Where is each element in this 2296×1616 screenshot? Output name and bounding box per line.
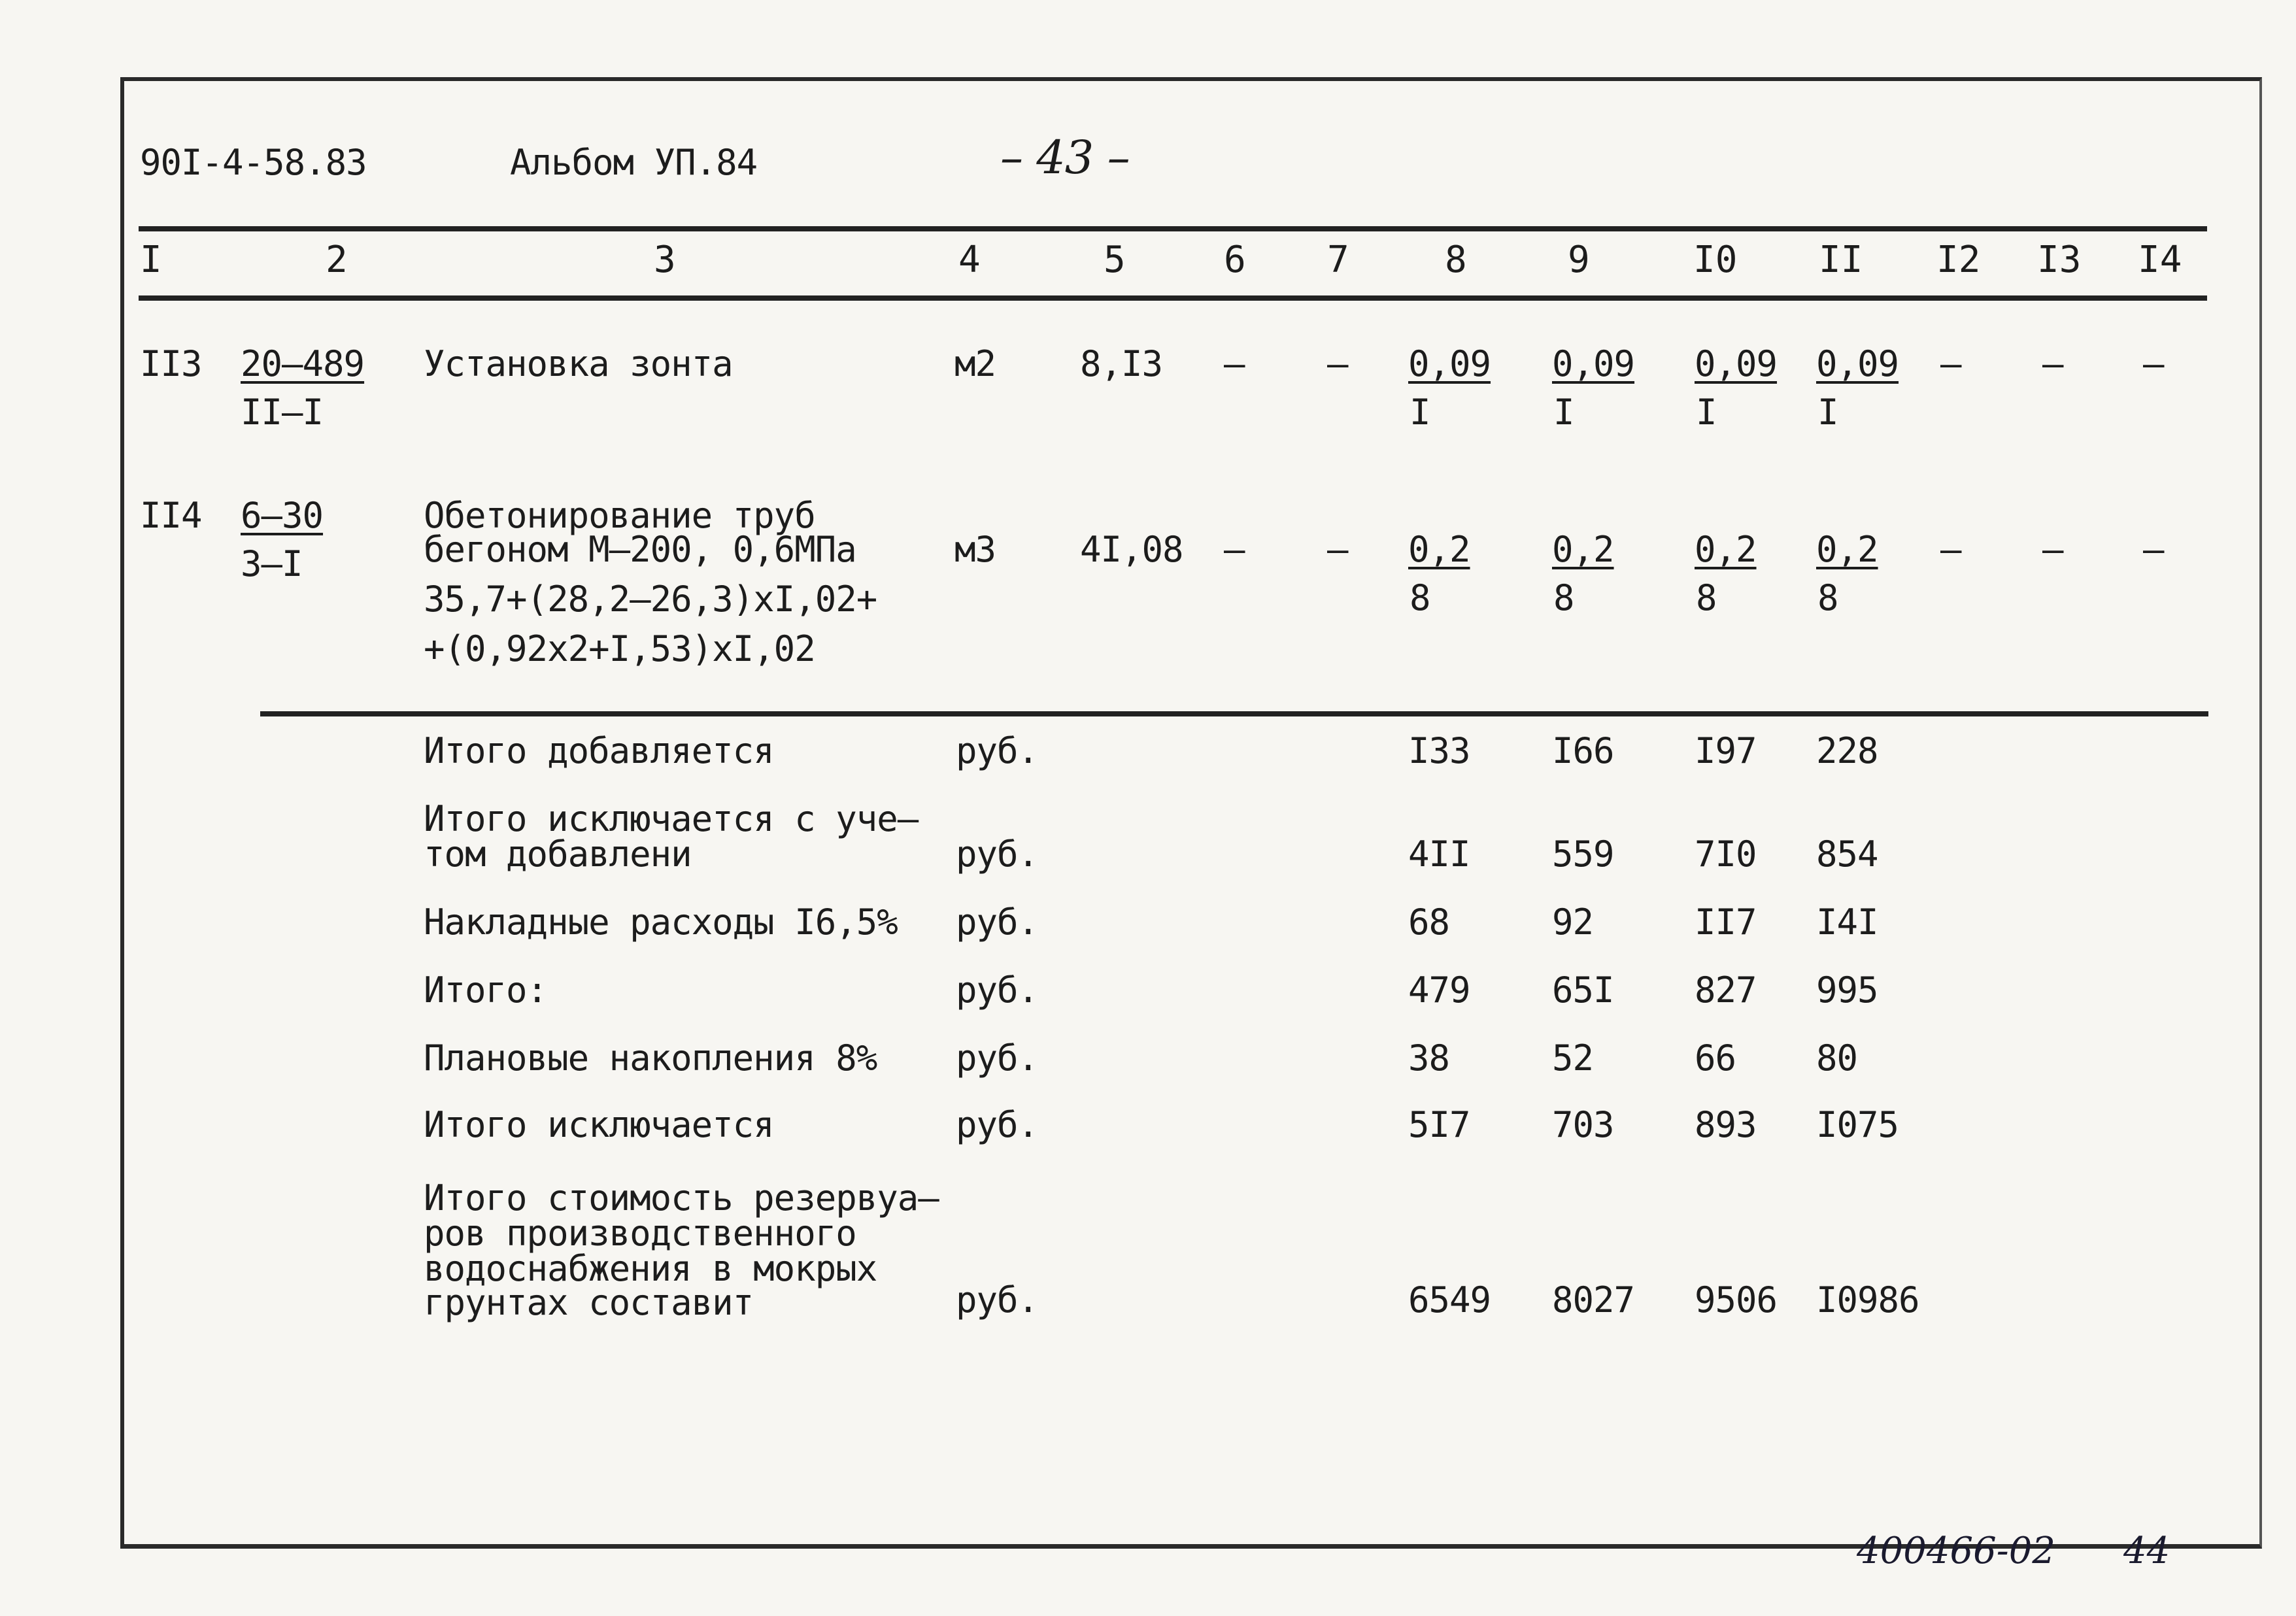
row-name: Установка зонта: [424, 343, 733, 384]
col-header-8: 8: [1445, 239, 1467, 281]
total-col10: 9506: [1695, 1279, 1778, 1321]
total-col10: I97: [1695, 730, 1757, 771]
totals-separator: [260, 711, 2208, 716]
total-col8: 6549: [1408, 1279, 1491, 1321]
col-header-14: I4: [2138, 239, 2182, 281]
col-header-9: 9: [1568, 239, 1590, 281]
total-col8: 4II: [1408, 833, 1470, 875]
row-col8-bottom: I: [1410, 392, 1430, 433]
row-number: II4: [140, 495, 202, 536]
total-unit: руб.: [956, 901, 1039, 943]
total-label-line-2: том добавлени: [424, 833, 692, 875]
row-col9-top: 0,2: [1552, 529, 1614, 570]
row-number: II3: [140, 343, 202, 384]
col-header-3: 3: [654, 239, 676, 281]
row-col12: –: [1940, 529, 1961, 570]
total-col11: I4I: [1816, 901, 1878, 943]
total-col11: I075: [1816, 1104, 1899, 1145]
total-label: Итого добавляется: [424, 730, 774, 771]
row-col6: –: [1224, 529, 1245, 570]
total-col10: II7: [1695, 901, 1757, 943]
total-col9: 703: [1552, 1104, 1614, 1145]
total-col8: 479: [1408, 969, 1470, 1011]
total-col10: 893: [1695, 1104, 1757, 1145]
col-header-2: 2: [326, 239, 348, 281]
total-col9: 559: [1552, 833, 1614, 875]
row-col13: –: [2042, 529, 2063, 570]
row-col11-top: 0,2: [1816, 529, 1878, 570]
table-top-rule: [139, 226, 2207, 231]
total-col11: 995: [1816, 969, 1878, 1011]
total-col11: 228: [1816, 730, 1878, 771]
row-col11-top: 0,09: [1816, 343, 1899, 384]
total-label: Накладные расходы I6,5%: [424, 901, 898, 943]
total-label-line-1: Итого исключается с уче–: [424, 798, 919, 839]
total-col9: 92: [1552, 901, 1594, 943]
row-col9-bottom: 8: [1553, 577, 1574, 618]
total-col10: 827: [1695, 969, 1757, 1011]
row-col8-top: 0,09: [1408, 343, 1491, 384]
total-label-line-1: Итого стоимость резервуа–: [424, 1177, 939, 1219]
total-label-line-4: грунтах составит: [424, 1282, 754, 1323]
total-unit: руб.: [956, 969, 1039, 1011]
total-label: Итого:: [424, 969, 548, 1011]
col-header-1: I: [140, 239, 162, 281]
row-col8-top: 0,2: [1408, 529, 1470, 570]
row-col7: –: [1327, 343, 1348, 384]
total-col10: 7I0: [1695, 833, 1757, 875]
row-code-bottom: 3–I: [241, 543, 303, 584]
handwritten-archive-code: 400466-02: [1857, 1530, 2055, 1572]
row-col10-top: 0,09: [1695, 343, 1778, 384]
row-col11-bottom: 8: [1817, 577, 1838, 618]
table-header-rule: [139, 295, 2207, 301]
row-col8-bottom: 8: [1410, 577, 1430, 618]
row-col10-bottom: 8: [1696, 577, 1717, 618]
col-header-10: I0: [1693, 239, 1738, 281]
row-qty: 8,I3: [1080, 343, 1163, 384]
row-col10-bottom: I: [1696, 392, 1717, 433]
col-header-11: II: [1819, 239, 1863, 281]
row-col12: –: [1940, 343, 1961, 384]
row-col9-top: 0,09: [1552, 343, 1635, 384]
row-name-line-2: бегоном М–200, 0,6МПа: [424, 529, 856, 570]
row-col14: –: [2143, 343, 2164, 384]
total-label: Плановые накопления 8%: [424, 1037, 877, 1079]
total-col11: 80: [1816, 1037, 1858, 1079]
total-col9: 8027: [1552, 1279, 1635, 1321]
album-label: Альбом УП.84: [510, 142, 758, 183]
total-label: Итого исключается: [424, 1104, 774, 1145]
row-col10-top: 0,2: [1695, 529, 1757, 570]
handwritten-sheet-number: 44: [2123, 1530, 2170, 1572]
col-header-7: 7: [1327, 239, 1349, 281]
total-unit: руб.: [956, 1104, 1039, 1145]
row-col7: –: [1327, 529, 1348, 570]
total-col11: I0986: [1816, 1279, 1919, 1321]
total-col9: 52: [1552, 1037, 1594, 1079]
row-unit: м2: [954, 343, 996, 384]
total-col9: 65I: [1552, 969, 1614, 1011]
row-code-top: 20–489: [241, 343, 365, 384]
total-unit: руб.: [956, 833, 1039, 875]
row-col9-bottom: I: [1553, 392, 1574, 433]
row-unit: м3: [954, 529, 996, 570]
row-name-line-4: +(0,92х2+I,53)хI,02: [424, 628, 815, 669]
col-header-4: 4: [958, 239, 981, 281]
row-qty: 4I,08: [1080, 529, 1183, 570]
row-code-top: 6–30: [241, 495, 324, 536]
total-unit: руб.: [956, 1037, 1039, 1079]
total-label-line-2: ров производственного: [424, 1213, 856, 1254]
total-col9: I66: [1552, 730, 1614, 771]
row-col14: –: [2143, 529, 2164, 570]
total-unit: руб.: [956, 730, 1039, 771]
col-header-13: I3: [2037, 239, 2082, 281]
total-label-line-3: водоснабжения в мокрых: [424, 1248, 877, 1289]
total-unit: руб.: [956, 1279, 1039, 1321]
row-col6: –: [1224, 343, 1245, 384]
col-header-6: 6: [1224, 239, 1246, 281]
total-col10: 66: [1695, 1037, 1736, 1079]
total-col8: 5I7: [1408, 1104, 1470, 1145]
doc-code: 90I-4-58.83: [140, 142, 367, 183]
row-col11-bottom: I: [1817, 392, 1838, 433]
row-code-bottom: II–I: [241, 392, 324, 433]
row-name-line-3: 35,7+(28,2–26,3)хI,02+: [424, 579, 877, 620]
total-col8: 68: [1408, 901, 1450, 943]
col-header-12: I2: [1936, 239, 1981, 281]
col-header-5: 5: [1104, 239, 1126, 281]
total-col11: 854: [1816, 833, 1878, 875]
row-name-line-1: Обетонирование труб: [424, 495, 815, 536]
row-col13: –: [2042, 343, 2063, 384]
total-col8: 38: [1408, 1037, 1450, 1079]
page-number: – 43 –: [1000, 131, 1130, 184]
total-col8: I33: [1408, 730, 1470, 771]
